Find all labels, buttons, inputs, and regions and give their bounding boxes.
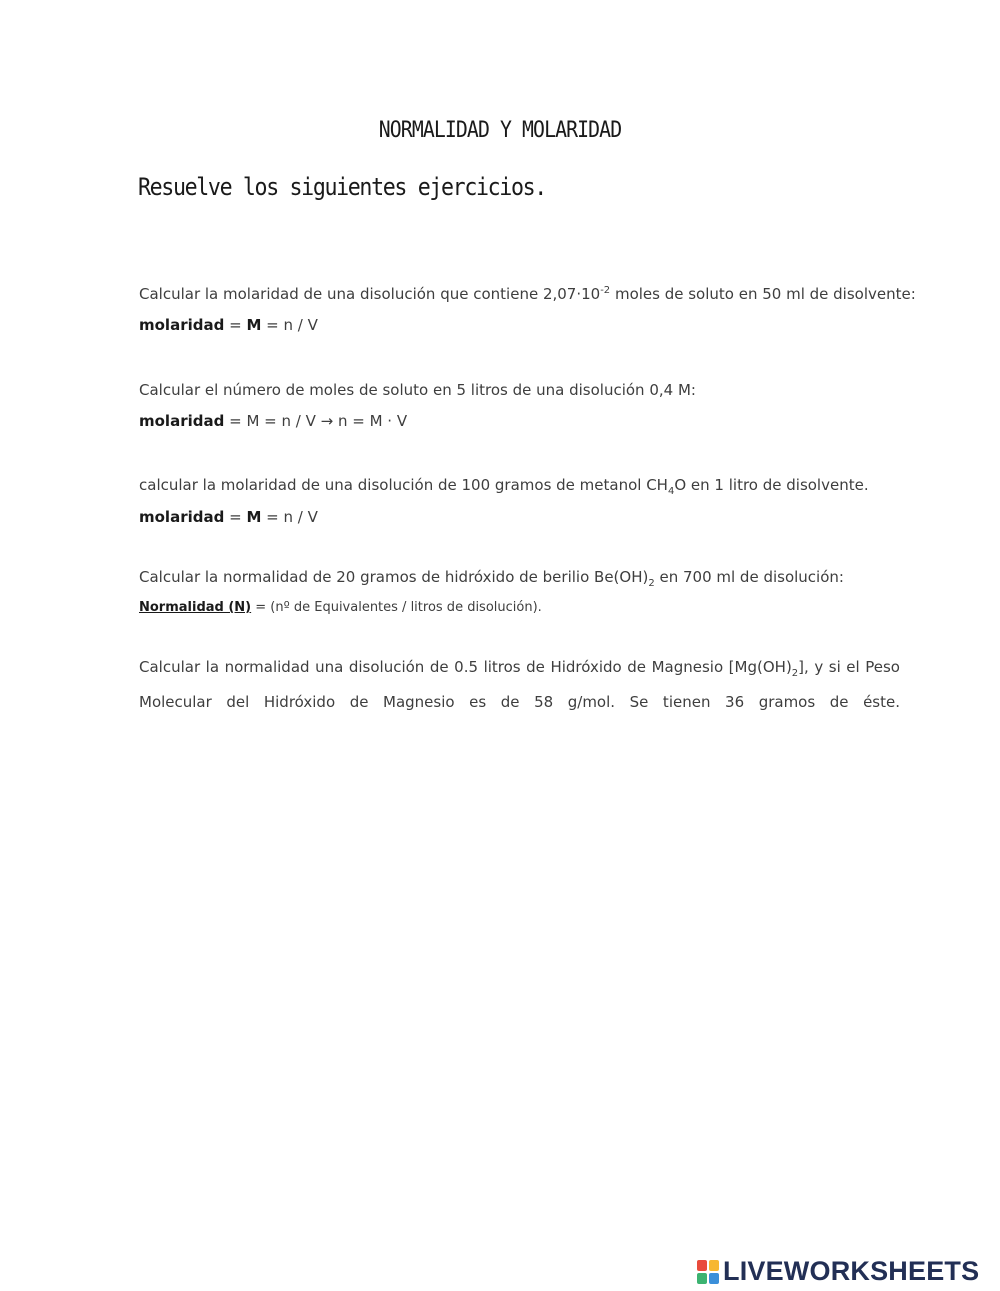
formula-equals: =	[224, 508, 247, 526]
exercise-4-subscript: 2	[648, 578, 655, 589]
exercise-3-subscript: 4	[667, 486, 675, 497]
formula-rest: = n / V	[261, 316, 318, 334]
exercise-5-statement	[139, 653, 900, 717]
exercise-1-exponent: -2	[600, 285, 611, 296]
logo-block-4	[709, 1273, 719, 1284]
exercise-3-statement	[139, 476, 869, 497]
exercise-2-formula	[139, 412, 407, 430]
exercise-5-text-b: ], y si el Peso	[798, 658, 900, 676]
exercise-1-formula	[139, 316, 318, 334]
formula-label: molaridad	[139, 508, 225, 526]
exercise-3-formula	[139, 508, 318, 526]
formula-rest: = (nº de Equivalentes / litros de disolución).	[251, 600, 542, 615]
logo-text: LIVEWORKSHEETS	[723, 1256, 980, 1286]
exercise-5-subscript: 2	[791, 668, 799, 679]
exercise-5-line-2: Molecular del Hidróxido de Magnesio es de 58 g/mol. Se tienen 36 gramos de éste.	[139, 693, 900, 711]
exercise-4-formula	[139, 597, 542, 615]
exercise-5-line-1	[139, 653, 900, 688]
exercise-4-statement	[139, 568, 844, 589]
liveworksheets-logo	[697, 1256, 979, 1287]
logo-block-2	[709, 1260, 719, 1271]
formula-label: Normalidad (N)	[139, 600, 252, 615]
formula-label: molaridad	[139, 316, 225, 334]
exercise-1-text-a: Calcular la molaridad de una disolución que contiene 2,07·10	[139, 285, 601, 303]
formula-m: M	[246, 316, 262, 334]
logo-block-1	[697, 1260, 707, 1271]
formula-equals: =	[224, 316, 247, 334]
exercise-4-text-b: en 700 ml de disolución:	[654, 568, 844, 586]
formula-rest: = M = n / V → n = M · V	[224, 412, 408, 430]
formula-label: molaridad	[139, 412, 225, 430]
exercise-2-statement: Calcular el número de moles de soluto en 5 litros de una disolución 0,4 M:	[139, 381, 696, 399]
logo-blocks-icon	[697, 1260, 719, 1284]
logo-block-3	[697, 1273, 707, 1284]
exercise-5-text-a: Calcular la normalidad una disolución de 0.5 litros de Hidróxido de Magnesio [Mg(OH)	[139, 658, 792, 676]
exercise-1-text-b: moles de soluto en 50 ml de disolvente:	[610, 285, 916, 303]
exercise-4-text-a: Calcular la normalidad de 20 gramos de hidróxido de berilio Be(OH)	[139, 568, 649, 586]
page-title: NORMALIDAD Y MOLARIDAD	[378, 118, 622, 143]
exercise-3-text-a: calcular la molaridad de una disolución de 100 gramos de metanol CH	[139, 476, 668, 494]
exercise-3-text-b: O en 1 litro de disolvente.	[674, 476, 869, 494]
formula-m: M	[246, 508, 262, 526]
formula-rest: = n / V	[261, 508, 318, 526]
exercise-1-statement	[139, 285, 916, 303]
page-subtitle: Resuelve los siguientes ejercicios.	[138, 173, 546, 201]
